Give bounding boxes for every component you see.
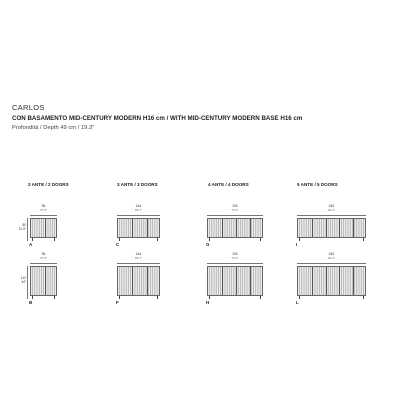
width-in-l: 94.4" <box>328 256 335 260</box>
column-heading-3-doors: 3 ANTE / 3 DOORS <box>117 182 158 187</box>
width-dimension-line-h <box>207 263 263 264</box>
width-cm-c: 144 <box>135 204 142 208</box>
cabinet-legs-h <box>207 296 263 299</box>
cabinet-legs-i <box>297 238 366 241</box>
door-divider <box>353 219 354 237</box>
width-in-c: 56.7" <box>135 208 142 212</box>
cabinet-letter-b: B <box>29 300 33 305</box>
door-divider <box>326 219 327 237</box>
width-in-h: 75.6" <box>231 256 239 260</box>
door-divider <box>132 219 133 237</box>
door-divider <box>45 219 46 237</box>
width-in-a: 37.8" <box>40 208 47 212</box>
width-dimension-line-c <box>117 215 160 216</box>
cabinet-letter-h: H <box>206 300 210 305</box>
width-dimension-a <box>30 204 57 212</box>
width-dimension-f <box>117 252 160 260</box>
cabinet-legs-b <box>30 296 57 299</box>
cabinet-letter-g: G <box>206 242 210 247</box>
cabinet-legs-a <box>30 238 57 241</box>
width-cm-h: 192 <box>232 252 238 256</box>
cabinet-c <box>117 218 160 238</box>
width-dimension-h <box>207 252 263 260</box>
width-dimension-l <box>297 252 366 260</box>
width-in-f: 56.7" <box>135 256 142 260</box>
width-dimension-line-a <box>30 215 57 216</box>
cabinet-legs-l <box>297 296 366 299</box>
width-dimension-c <box>117 204 160 212</box>
width-cm-g: 192 <box>232 204 238 208</box>
door-divider <box>312 219 313 237</box>
door-divider <box>250 267 251 295</box>
door-divider <box>250 219 251 237</box>
cabinet-legs-c <box>117 238 160 241</box>
column-heading-5-doors: 5 ANTE / 5 DOORS <box>297 182 338 187</box>
door-divider <box>45 267 46 295</box>
cabinet-letter-a: A <box>29 242 33 247</box>
product-subtitle: CON BASAMENTO MID-CENTURY MODERN H16 cm / WITH MID-CENTURY MODERN BASE H16 cm <box>12 115 303 122</box>
height-cm-b: 112 <box>20 276 26 280</box>
height-dimension-line-a <box>27 218 28 241</box>
column-heading-2-doors: 2 ANTE / 2 DOORS <box>28 182 69 187</box>
cabinet-legs-f <box>117 296 160 299</box>
cabinet-b <box>30 266 57 296</box>
header <box>12 103 302 131</box>
width-cm-i: 240 <box>328 204 335 208</box>
height-dimension-a <box>14 223 26 231</box>
cabinet-h <box>207 266 263 296</box>
width-in-g: 75.6" <box>231 208 239 212</box>
width-in-i: 94.4" <box>328 208 335 212</box>
product-depth: Profondità / Depth 49 cm / 19.3" <box>12 125 95 131</box>
cabinet-letter-i: I <box>296 242 298 247</box>
width-dimension-g <box>207 204 263 212</box>
cabinet-a <box>30 218 57 238</box>
width-dimension-line-b <box>30 263 57 264</box>
cabinet-letter-f: F <box>116 300 119 305</box>
door-divider <box>326 267 327 295</box>
door-divider <box>339 267 340 295</box>
door-divider <box>222 267 223 295</box>
width-cm-l: 240 <box>328 252 335 256</box>
door-divider <box>353 267 354 295</box>
width-cm-f: 144 <box>135 252 142 256</box>
cabinet-legs-g <box>207 238 263 241</box>
height-dimension-line-b <box>27 266 28 299</box>
door-divider <box>236 267 237 295</box>
width-dimension-b <box>30 252 57 260</box>
height-dimension-b <box>14 276 26 284</box>
width-in-b: 37.8" <box>40 256 47 260</box>
width-cm-a: 96 <box>41 204 46 208</box>
width-dimension-line-f <box>117 263 160 264</box>
height-cm-a: 80 <box>22 223 26 227</box>
width-cm-b: 96 <box>41 252 46 256</box>
cabinet-g <box>207 218 263 238</box>
door-divider <box>312 267 313 295</box>
cabinet-letter-l: L <box>296 300 299 305</box>
door-divider <box>147 219 148 237</box>
door-divider <box>222 219 223 237</box>
cabinet-f <box>117 266 160 296</box>
door-divider <box>339 219 340 237</box>
door-divider <box>236 219 237 237</box>
cabinet-i <box>297 218 366 238</box>
width-dimension-i <box>297 204 366 212</box>
cabinet-letter-c: C <box>116 242 120 247</box>
cabinet-l <box>297 266 366 296</box>
door-divider <box>147 267 148 295</box>
height-in-a: 31.5" <box>18 227 26 231</box>
column-heading-4-doors: 4 ANTE / 4 DOORS <box>208 182 249 187</box>
door-divider <box>132 267 133 295</box>
width-dimension-line-g <box>207 215 263 216</box>
width-dimension-line-l <box>297 263 366 264</box>
height-in-b: 44" <box>21 280 26 284</box>
width-dimension-line-i <box>297 215 366 216</box>
product-title: CARLOS <box>12 103 45 112</box>
